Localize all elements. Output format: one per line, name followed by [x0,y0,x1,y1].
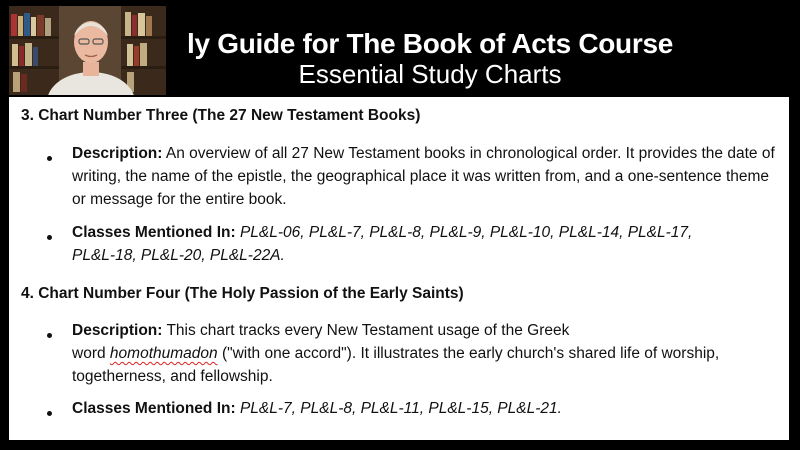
description-text-part2: word [72,345,106,362]
chart-four-classes [72,397,778,420]
chart-three-description [72,142,778,211]
document-page [9,97,789,440]
classes-list-line2: PL&L-18, PL&L-20, PL&L-22A. [72,247,285,264]
presenter-webcam [9,6,166,95]
bullet-icon [47,411,52,416]
bullet-icon [47,333,52,338]
description-text: An overview of all 27 New Testament books in chronological order. It provides the date of writing, the name of the epistle, the geographical place it was written from, and a one-sentence theme or message for the entire book. [72,145,775,208]
classes-list-line1: PL&L-06, PL&L-7, PL&L-8, PL&L-9, PL&L-10, PL&L-14, PL&L-17, [239,224,693,241]
greek-term: homothumadon [109,345,218,362]
slide-header [0,0,800,97]
presenter-image [9,6,166,95]
description-text-part3: ("with one accord"). It illustrates the early church's shared life of worship, togetherness, and fellowship. [72,345,720,385]
classes-label: Classes Mentioned In: [72,400,236,417]
bullet-icon [47,156,52,161]
description-label: Description: [72,322,163,339]
description-label: Description: [72,145,163,162]
chart-three-classes [72,221,778,267]
chart-four-description [72,319,778,388]
slide-subtitle: Essential Study Charts [298,59,562,89]
description-text-part1: This chart tracks every New Testament usage of the Greek [166,322,570,339]
classes-label: Classes Mentioned In: [72,224,236,241]
section-heading-chart-four: 4. Chart Number Four (The Holy Passion of the Early Saints) [21,285,464,302]
slide-title: ly Guide for The Book of Acts Course [187,28,673,59]
bullet-icon [47,235,52,240]
classes-list-line1: PL&L-7, PL&L-8, PL&L-11, PL&L-15, PL&L-21. [239,400,562,417]
section-heading-chart-three: 3. Chart Number Three (The 27 New Testament Books) [21,107,421,124]
